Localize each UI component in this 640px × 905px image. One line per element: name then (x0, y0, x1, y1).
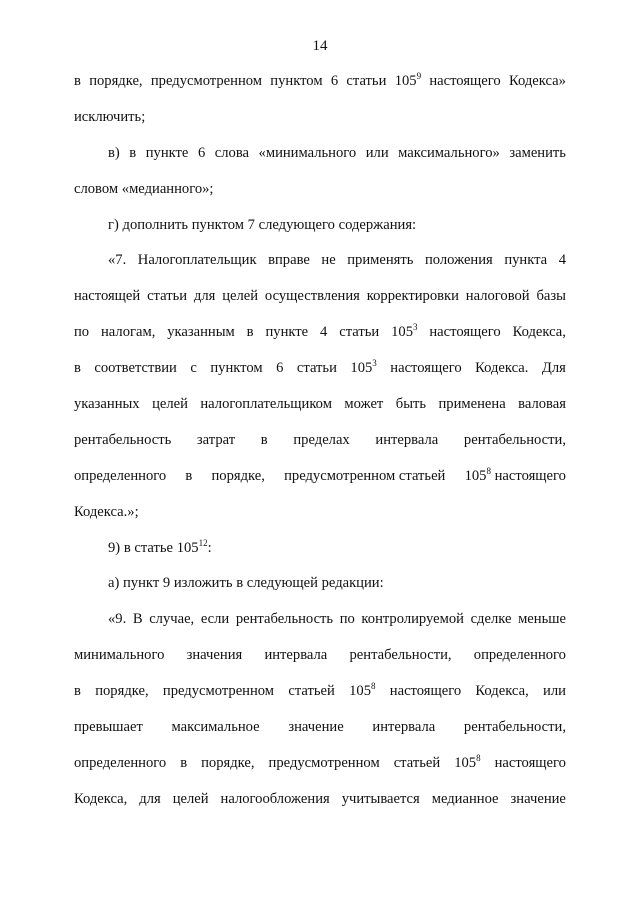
word: 6 (276, 360, 284, 377)
word: применена (438, 396, 506, 413)
document-body (74, 64, 566, 818)
text-line (74, 710, 566, 746)
word: изложить (173, 575, 233, 592)
word: указанным (167, 324, 235, 341)
text-line (74, 782, 566, 818)
text-line (74, 566, 566, 602)
word: $105^8$ (454, 752, 481, 771)
word: Кодекса, (475, 683, 529, 700)
word: пункте (265, 324, 309, 341)
word: превышает (74, 719, 143, 736)
word: базы (536, 288, 566, 305)
word: Кодекса, (74, 790, 128, 807)
word: настоящего (389, 683, 462, 700)
word: предусмотренном (162, 683, 275, 700)
word: интервала (372, 719, 436, 736)
word: в (246, 324, 254, 341)
word: целей (172, 790, 209, 807)
text-line (74, 243, 566, 279)
word: предусмотренном (268, 754, 380, 771)
word: «9. (108, 611, 127, 628)
word: 9 (162, 575, 171, 592)
word: следующего (258, 216, 335, 233)
word: учитывается (341, 790, 420, 807)
word: определенного (74, 754, 167, 771)
word: налоговой (465, 288, 530, 305)
word: рентабельности, (349, 647, 452, 664)
word: минимального (74, 647, 165, 664)
word: Кодекса, (512, 324, 566, 341)
word: пункте (145, 144, 189, 161)
text-line (74, 315, 566, 351)
word: $105^8$ (349, 681, 376, 700)
text-line (74, 531, 566, 567)
word: контролируемой (361, 611, 464, 628)
word: настоящего (429, 324, 501, 341)
word: заменить (509, 144, 566, 161)
word: по (74, 324, 90, 341)
text-line (74, 208, 566, 244)
word: 4 (558, 252, 566, 269)
word: в (129, 144, 137, 161)
word: «7. (108, 252, 127, 269)
word: если (200, 611, 230, 628)
word: $105^3$ (350, 358, 377, 377)
text-line (74, 136, 566, 172)
word: настоящего (494, 754, 566, 771)
word: статьей (393, 754, 441, 771)
word: порядке, (89, 73, 143, 89)
word: валовая (518, 396, 566, 413)
word: следующей (246, 575, 318, 592)
word: соответствии (94, 360, 177, 377)
word: пунктом (270, 73, 323, 89)
word: для (139, 790, 161, 807)
word: указанных (74, 396, 140, 413)
word: определенного (74, 467, 167, 484)
word: Для (541, 360, 566, 377)
word: не (321, 252, 336, 269)
word: в (74, 73, 81, 89)
word: применять (347, 252, 414, 269)
text-line (74, 172, 566, 208)
word: «минимального (258, 144, 357, 161)
word: 7 (247, 216, 255, 233)
word: настоящей (74, 288, 141, 305)
word: рентабельности, (463, 431, 566, 448)
word: «медианного»; (121, 180, 214, 197)
word: в (260, 431, 268, 448)
text-line (74, 602, 566, 638)
word: интервала (375, 431, 439, 448)
word: редакции: (321, 575, 384, 592)
text-line (74, 100, 566, 136)
word: предусмотренном (150, 73, 263, 89)
word: $105^3$ (391, 322, 418, 341)
text-line (74, 64, 566, 100)
word: статьи (147, 288, 188, 305)
word: значения (186, 647, 243, 664)
word: пунктом (191, 216, 245, 233)
word: $105^9$ (394, 71, 422, 89)
word: максимального» (398, 144, 500, 161)
word: г) (108, 216, 119, 233)
word: 6 (197, 144, 206, 161)
word: порядке, (95, 683, 149, 700)
word: в (180, 754, 188, 771)
text-line (74, 351, 566, 387)
word: вправе (268, 252, 310, 269)
word: Кодекса. (475, 360, 529, 377)
word: пунктом (210, 360, 263, 377)
word: статьи (339, 324, 380, 341)
word: статье (134, 539, 174, 556)
word: налогам, (101, 324, 156, 341)
word: порядке, (201, 754, 255, 771)
word: порядке, (211, 467, 265, 484)
word: осуществления (264, 288, 360, 305)
word: интервала (264, 647, 328, 664)
word: 6 (330, 73, 339, 89)
word: с (190, 360, 197, 377)
word: в (123, 539, 131, 556)
text-line (74, 459, 566, 495)
word: Кодекса.»; (74, 503, 139, 520)
word: исключить; (74, 108, 146, 125)
word: статьи (346, 73, 387, 89)
word: или (365, 144, 389, 161)
word: значение (288, 719, 344, 736)
word: словом (74, 180, 119, 197)
word: по (339, 611, 355, 628)
word: пункта (504, 252, 548, 269)
text-line (74, 387, 566, 423)
word: целей (152, 396, 188, 413)
word: настоящего (429, 73, 501, 89)
word: 9) (108, 539, 121, 556)
word: значение (510, 790, 566, 807)
word: в (185, 467, 193, 484)
word: определенного (473, 647, 566, 664)
word: медианное (431, 790, 499, 807)
word: В (132, 611, 143, 628)
word: максимальное (171, 719, 260, 736)
text-line (74, 279, 566, 315)
word: Кодекса» (508, 73, 566, 89)
word: может (344, 396, 384, 413)
text-line (74, 638, 566, 674)
text-line (74, 495, 566, 531)
text-line (74, 746, 566, 782)
word: статьей (288, 683, 335, 700)
word: $105^{12}$: (176, 537, 212, 556)
word: слова (214, 144, 249, 161)
word: 4 (320, 324, 328, 341)
word: в (236, 575, 244, 592)
text-line (74, 674, 566, 710)
word: рентабельности, (463, 719, 566, 736)
word: предусмотренном статьей (284, 467, 446, 484)
word: корректировки (366, 288, 459, 305)
word: $105^8$ настоящего (464, 465, 566, 484)
text-line (74, 423, 566, 459)
word: для (193, 288, 216, 305)
word: положения (424, 252, 493, 269)
word: затрат (196, 431, 236, 448)
word: налогоплательщиком (200, 396, 332, 413)
word: настоящего (390, 360, 462, 377)
word: налогообложения (220, 790, 330, 807)
word: меньше (518, 611, 566, 628)
word: случае, (149, 611, 195, 628)
word: Налогоплательщик (137, 252, 257, 269)
word: рентабельность (74, 431, 172, 448)
word: целей (222, 288, 259, 305)
word: пределах (293, 431, 350, 448)
word: или (543, 683, 566, 700)
word: рентабельность (235, 611, 334, 628)
word: дополнить (122, 216, 189, 233)
word: быть (395, 396, 427, 413)
word: в (74, 360, 81, 377)
word: сделке (470, 611, 512, 628)
page-number: 14 (312, 38, 328, 54)
word: содержания: (338, 216, 417, 233)
word: в (74, 683, 81, 700)
word: в) (108, 144, 120, 161)
word: а) (108, 575, 120, 592)
word: статьи (296, 360, 337, 377)
word: пункт (123, 575, 160, 592)
